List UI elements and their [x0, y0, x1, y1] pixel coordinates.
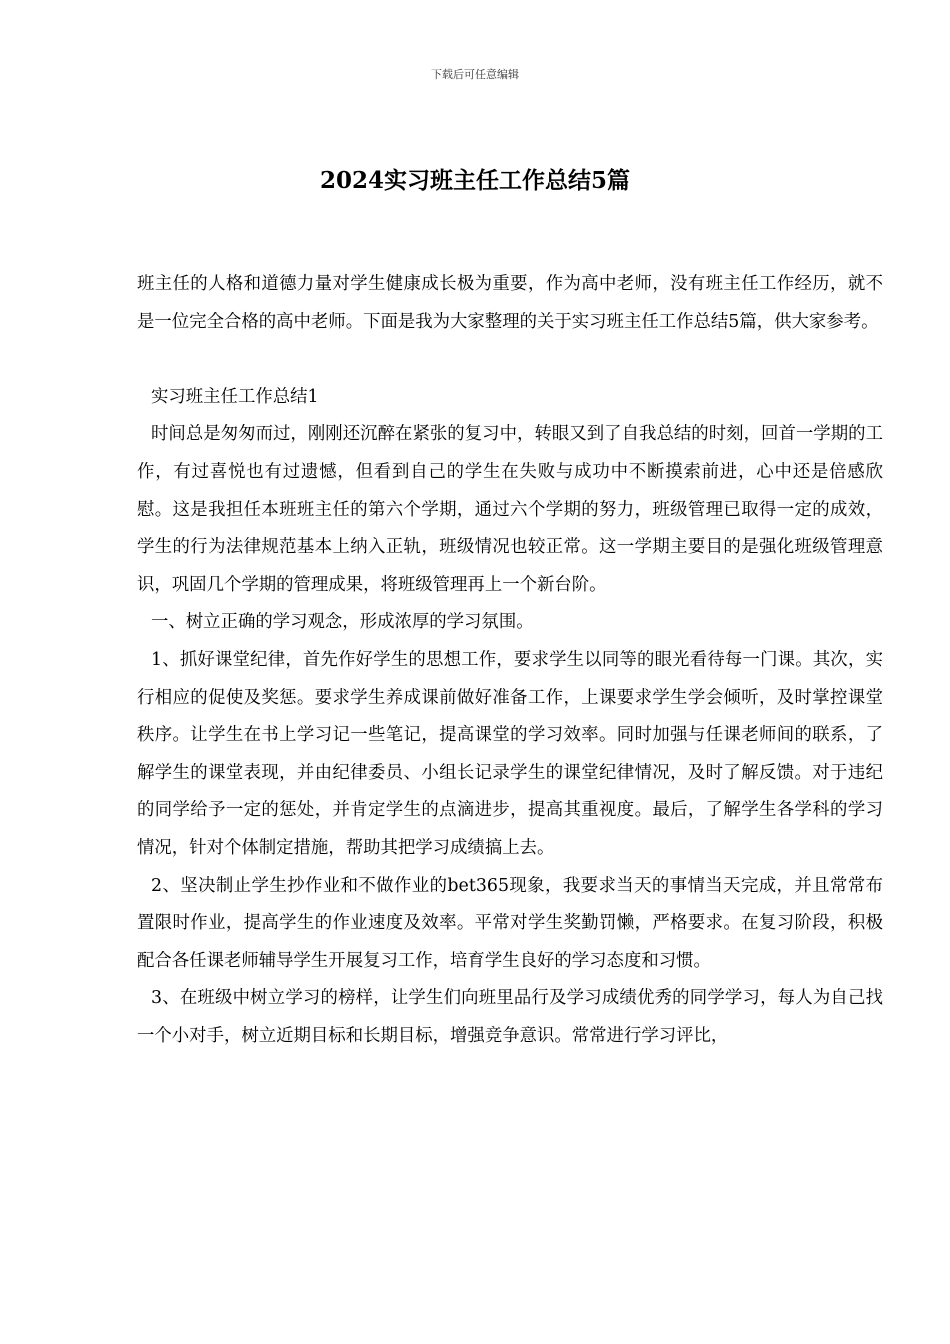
paragraph-gap [137, 341, 883, 379]
body-paragraph: 2、坚决制止学生抄作业和不做作业的bet365现象，我要求当天的事情当天完成，并且常常布置限时作业，提高学生的作业速度及效率。平常对学生奖勤罚懒，严格要求。在复习阶段，积极配合各任课老师辅导学生开展复习工作，培育学生良好的学习态度和习惯。 [137, 875, 883, 971]
section-heading: 实习班主任工作总结1 [151, 386, 319, 407]
body-paragraph: 时间总是匆匆而过，刚刚还沉醉在紧张的复习中，转眼又到了自我总结的时刻，回首一学期的工作，有过喜悦也有过遗憾，但看到自己的学生在失败与成功中不断摸索前进，心中还是倍感欣慰。这是我担任本班班主任的第六个学期，通过六个学期的努力，班级管理已取得一定的成效，学生的行为法律规范基本上纳入正轨，班级情况也较正常。这一学期主要目的是强化班级管理意识，巩固几个学期的管理成果，将班级管理再上一个新台阶。 [137, 424, 883, 595]
document-title: 2024实习班主任工作总结5篇 [319, 167, 631, 194]
header-note: 下载后可任意编辑 [431, 68, 519, 81]
intro-paragraph: 班主任的人格和道德力量对学生健康成长极为重要，作为高中老师，没有班主任工作经历，就不是一位完全合格的高中老师。下面是我为大家整理的关于实习班主任工作总结5篇，供大家参考。 [137, 274, 883, 332]
body-paragraph: 1、抓好课堂纪律，首先作好学生的思想工作，要求学生以同等的眼光看待每一门课。其次，实行相应的促使及奖惩。要求学生养成课前做好准备工作，上课要求学生学会倾听，及时掌控课堂秩序。让学生在书上学习记一些笔记，提高课堂的学习效率。同时加强与任课老师间的联系，了解学生的课堂表现，并由纪律委员、小组长记录学生的课堂纪律情况，及时了解反馈。对于违纪的同学给予一定的惩处，并肯定学生的点滴进步，提高其重视度。最后，了解学生各学科的学习情况，针对个体制定措施，帮助其把学习成绩搞上去。 [137, 649, 883, 858]
body-paragraph: 一、树立正确的学习观念，形成浓厚的学习氛围。 [151, 612, 534, 633]
body-paragraph: 3、在班级中树立学习的榜样，让学生们向班里品行及学习成绩优秀的同学学习，每人为自己找一个小对手，树立近期目标和长期目标，增强竞争意识。常常进行学习评比， [137, 988, 883, 1046]
document-body [137, 266, 883, 1055]
